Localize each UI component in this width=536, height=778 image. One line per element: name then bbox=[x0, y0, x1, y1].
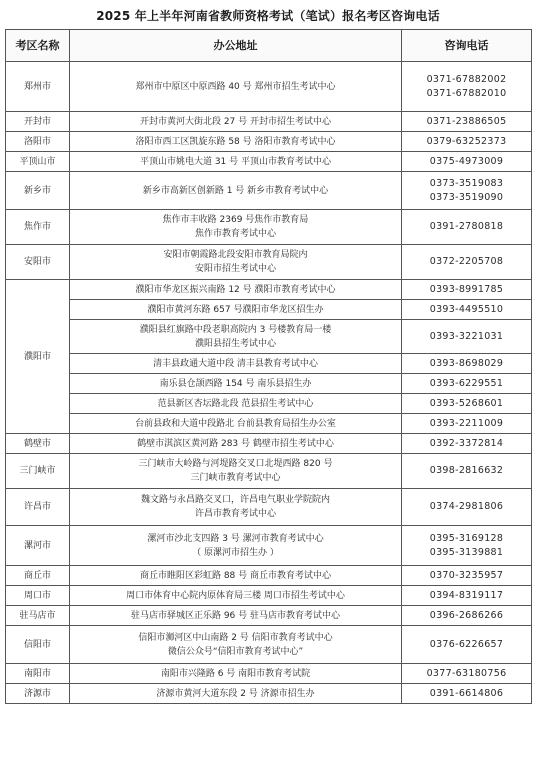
cell-phone bbox=[402, 374, 532, 394]
cell-address bbox=[70, 374, 402, 394]
cell-address bbox=[70, 62, 402, 112]
cell-phone bbox=[402, 320, 532, 354]
cell-phone bbox=[402, 454, 532, 489]
cell-city: 焦作市 bbox=[6, 210, 70, 245]
address-line: 安阳市招生考试中心 bbox=[194, 264, 276, 274]
address-line: 范县新区杏坛路北段 范县招生考试中心 bbox=[157, 398, 314, 409]
cell-address bbox=[70, 354, 402, 374]
phone-number: 0396-2686266 bbox=[429, 609, 504, 621]
address-line: 商丘市睢阳区彩虹路 88 号 商丘市教育考试中心 bbox=[139, 570, 332, 581]
cell-phone bbox=[402, 586, 532, 606]
address-line: 郑州市中原区中原西路 40 号 郑州市招生考试中心 bbox=[135, 81, 336, 92]
cell-phone bbox=[402, 394, 532, 414]
phone-number: 0370-3235957 bbox=[429, 569, 504, 581]
cell-city: 漯河市 bbox=[6, 526, 70, 566]
cell-address bbox=[70, 454, 402, 489]
cell-city: 三门峡市 bbox=[6, 454, 70, 489]
cell-address bbox=[70, 394, 402, 414]
cell-city: 安阳市 bbox=[6, 245, 70, 280]
cell-address bbox=[70, 434, 402, 454]
address-line: 濮阳市华龙区振兴南路 12 号 濮阳市教育考试中心 bbox=[135, 284, 336, 295]
cell-city: 开封市 bbox=[6, 112, 70, 132]
header-phone: 咨询电话 bbox=[402, 30, 532, 62]
cell-city: 济源市 bbox=[6, 684, 70, 704]
address-line: 驻马店市驿城区正乐路 96 号 驻马店市教育考试中心 bbox=[130, 610, 341, 621]
table-row bbox=[6, 626, 532, 664]
cell-city: 周口市 bbox=[6, 586, 70, 606]
phone-number: 0371-23886505 bbox=[426, 115, 507, 127]
phone-number: 0393-8698029 bbox=[429, 357, 504, 369]
address-line: 台前县政和大道中段路北 台前县教育局招生办公室 bbox=[135, 418, 336, 429]
cell-address bbox=[70, 320, 402, 354]
phone-number: 0393-8991785 bbox=[429, 283, 504, 295]
table-row bbox=[6, 606, 532, 626]
contact-table bbox=[5, 29, 532, 704]
phone-number: 0377-63180756 bbox=[426, 667, 507, 679]
address-line: 开封市黄河大街北段 27 号 开封市招生考试中心 bbox=[139, 116, 332, 127]
table-row bbox=[6, 152, 532, 172]
cell-phone bbox=[402, 626, 532, 664]
cell-phone bbox=[402, 566, 532, 586]
table-row bbox=[6, 566, 532, 586]
address-line: 漯河市沙北支四路 3 号 漯河市教育考试中心 bbox=[147, 533, 324, 544]
address-line: 信阳市浉河区中山南路 2 号 信阳市教育考试中心 bbox=[138, 632, 333, 643]
table-row bbox=[6, 245, 532, 280]
header-address: 办公地址 bbox=[70, 30, 402, 62]
cell-address bbox=[70, 172, 402, 210]
cell-address bbox=[70, 626, 402, 664]
cell-phone bbox=[402, 489, 532, 526]
table-body bbox=[6, 62, 532, 704]
cell-phone bbox=[402, 684, 532, 704]
phone-number: 0379-63252373 bbox=[426, 135, 507, 147]
table-row bbox=[6, 172, 532, 210]
address-line: 微信公众号“信阳市教育考试中心” bbox=[167, 646, 304, 657]
address-line: 洛阳市西工区凯旋东路 58 号 洛阳市教育考试中心 bbox=[135, 136, 336, 147]
table-row bbox=[6, 684, 532, 704]
cell-city: 濮阳市 bbox=[6, 280, 70, 434]
phone-number: 0392-3372814 bbox=[429, 437, 504, 449]
table-row bbox=[6, 394, 532, 414]
header-city: 考区名称 bbox=[6, 30, 70, 62]
cell-city: 商丘市 bbox=[6, 566, 70, 586]
cell-phone bbox=[402, 434, 532, 454]
phone-number: 0393-4495510 bbox=[429, 303, 504, 315]
address-line: 周口市体育中心院内原体育局三楼 周口市招生考试中心 bbox=[126, 590, 345, 601]
phone-number: 0375-4973009 bbox=[429, 155, 504, 167]
cell-address bbox=[70, 489, 402, 526]
address-line: 三门峡市大岭路与河堤路交叉口北堤西路 820 号 bbox=[138, 459, 333, 469]
cell-phone bbox=[402, 62, 532, 112]
cell-phone bbox=[402, 172, 532, 210]
cell-address bbox=[70, 664, 402, 684]
cell-phone bbox=[402, 210, 532, 245]
cell-city: 洛阳市 bbox=[6, 132, 70, 152]
phone-number: 0393-2211009 bbox=[429, 417, 504, 429]
phone-number: 0374-2981806 bbox=[429, 501, 504, 512]
cell-address bbox=[70, 526, 402, 566]
table-row bbox=[6, 300, 532, 320]
address-line: 魏文路与永昌路交叉口，许昌电气职业学院院内 bbox=[140, 495, 330, 505]
address-line: 濮阳市黄河东路 657 号濮阳市华龙区招生办 bbox=[147, 304, 324, 315]
cell-address bbox=[70, 152, 402, 172]
address-line: 濮阳县招生考试中心 bbox=[194, 338, 276, 349]
address-line: 焦作市教育考试中心 bbox=[194, 229, 276, 239]
address-line: 鹤壁市淇滨区黄河路 283 号 鹤壁市招生考试中心 bbox=[137, 438, 334, 449]
cell-address bbox=[70, 112, 402, 132]
phone-number: 0393-5268601 bbox=[429, 397, 504, 409]
cell-phone bbox=[402, 414, 532, 434]
phone-number: 0398-2816632 bbox=[429, 465, 504, 476]
cell-phone bbox=[402, 354, 532, 374]
phone-number: 0393-3221031 bbox=[429, 330, 504, 342]
table-header-row bbox=[6, 30, 532, 62]
cell-address bbox=[70, 280, 402, 300]
address-line: （ 原漯河市招生办 ） bbox=[192, 547, 279, 558]
cell-city: 鹤壁市 bbox=[6, 434, 70, 454]
cell-phone bbox=[402, 245, 532, 280]
address-line: 濮阳县红旗路中段老职高院内 3 号楼教育局一楼 bbox=[139, 324, 332, 335]
address-line: 平顶山市姚电大道 31 号 平顶山市教育考试中心 bbox=[139, 156, 332, 167]
cell-phone bbox=[402, 112, 532, 132]
table-row bbox=[6, 132, 532, 152]
phone-number: 0395-3169128 bbox=[429, 532, 504, 544]
phone-number: 0391-2780818 bbox=[429, 221, 504, 232]
cell-address bbox=[70, 606, 402, 626]
table-row bbox=[6, 210, 532, 245]
cell-address bbox=[70, 414, 402, 434]
table-row bbox=[6, 374, 532, 394]
cell-phone bbox=[402, 300, 532, 320]
page-title: 2025 年上半年河南省教师资格考试（笔试）报名考区咨询电话 bbox=[96, 9, 440, 23]
address-line: 新乡市高新区创新路 1 号 新乡市教育考试中心 bbox=[142, 185, 329, 196]
address-line: 安阳市朝霞路北段安阳市教育局院内 bbox=[163, 250, 308, 260]
cell-phone bbox=[402, 132, 532, 152]
cell-phone bbox=[402, 526, 532, 566]
table-row bbox=[6, 586, 532, 606]
cell-phone bbox=[402, 280, 532, 300]
phone-number: 0394-8319117 bbox=[429, 589, 504, 601]
cell-address bbox=[70, 245, 402, 280]
table-row bbox=[6, 454, 532, 489]
cell-city: 驻马店市 bbox=[6, 606, 70, 626]
cell-city: 郑州市 bbox=[6, 62, 70, 112]
table-row bbox=[6, 320, 532, 354]
cell-city: 许昌市 bbox=[6, 489, 70, 526]
table-row bbox=[6, 414, 532, 434]
phone-number: 0372-2205708 bbox=[429, 256, 504, 267]
phone-number: 0373-3519083 bbox=[429, 177, 504, 189]
cell-address bbox=[70, 210, 402, 245]
table-row bbox=[6, 280, 532, 300]
table-row bbox=[6, 489, 532, 526]
phone-number: 0371-67882010 bbox=[426, 87, 507, 99]
phone-number: 0376-6226657 bbox=[429, 638, 504, 650]
cell-city: 新乡市 bbox=[6, 172, 70, 210]
cell-phone bbox=[402, 664, 532, 684]
cell-city: 平顶山市 bbox=[6, 152, 70, 172]
phone-number: 0373-3519090 bbox=[429, 191, 504, 203]
address-line: 焦作市丰收路 2369 号焦作市教育局 bbox=[162, 215, 309, 225]
table-row bbox=[6, 526, 532, 566]
table-row bbox=[6, 354, 532, 374]
address-line: 济源市黄河大道东段 2 号 济源市招生办 bbox=[156, 688, 315, 699]
cell-phone bbox=[402, 152, 532, 172]
table-row bbox=[6, 434, 532, 454]
address-line: 南乐县仓颉西路 154 号 南乐县招生办 bbox=[159, 378, 312, 389]
table-row bbox=[6, 62, 532, 112]
cell-address bbox=[70, 300, 402, 320]
cell-address bbox=[70, 566, 402, 586]
cell-address bbox=[70, 586, 402, 606]
phone-number: 0395-3139881 bbox=[429, 546, 504, 558]
cell-address bbox=[70, 132, 402, 152]
phone-number: 0393-6229551 bbox=[429, 377, 504, 389]
cell-address bbox=[70, 684, 402, 704]
address-line: 许昌市教育考试中心 bbox=[194, 509, 276, 519]
phone-number: 0371-67882002 bbox=[426, 73, 507, 85]
table-row bbox=[6, 664, 532, 684]
address-line: 南阳市兴隆路 6 号 南阳市教育考试院 bbox=[160, 668, 311, 679]
cell-city: 南阳市 bbox=[6, 664, 70, 684]
cell-phone bbox=[402, 606, 532, 626]
phone-number: 0391-6614806 bbox=[429, 687, 504, 699]
address-line: 三门峡市教育考试中心 bbox=[190, 473, 281, 483]
cell-city: 信阳市 bbox=[6, 626, 70, 664]
table-row bbox=[6, 112, 532, 132]
address-line: 清丰县政通大道中段 清丰县教育考试中心 bbox=[153, 358, 318, 369]
